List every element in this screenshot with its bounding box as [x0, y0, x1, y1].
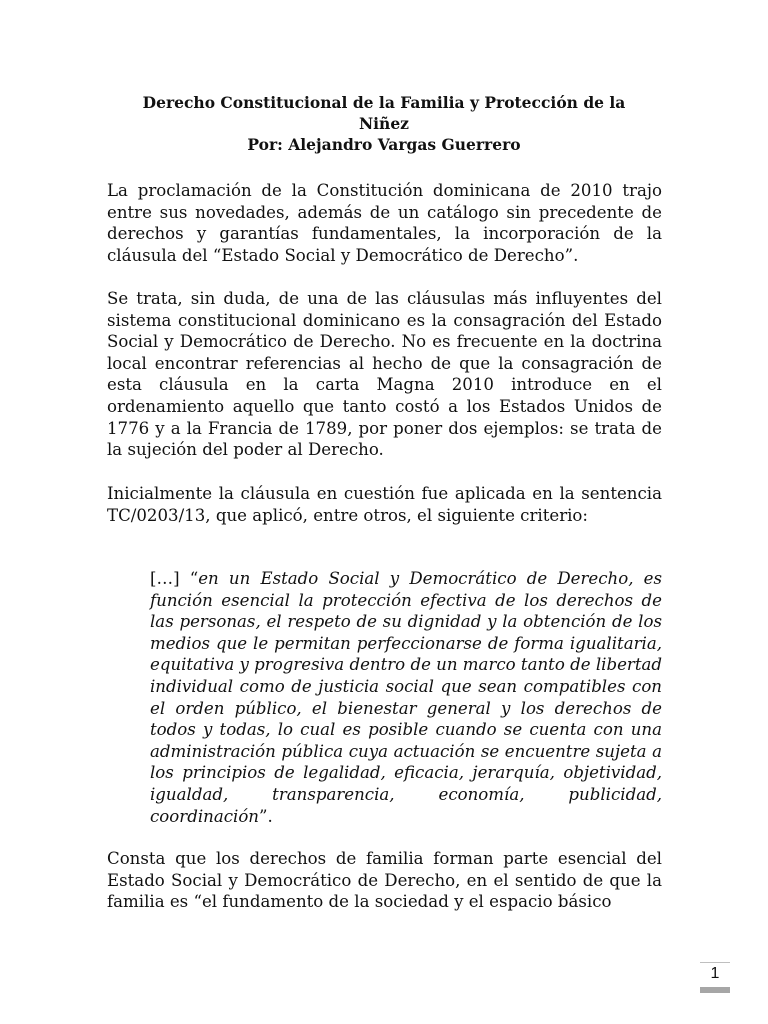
author-byline: Por: Alejandro Vargas Guerrero	[247, 135, 521, 154]
quote-suffix: ”.	[259, 806, 273, 826]
paragraph-sentence-reference: Inicialmente la cláusula en cuestión fue aplicada en la sentencia TC/0203/13, que aplicó, entre otros, el siguiente criterio:	[107, 484, 662, 525]
block-quote	[150, 568, 662, 827]
quote-prefix: […] “	[150, 569, 199, 588]
quote-text: en un Estado Social y Democrático de Derecho, es función esencial la protección efectiva de los derechos de las personas, el respeto de su dignidad y la obtención de los medios que le permitan perfeccionarse de forma igualitaria, equitativa y progresiva dentro de un marco tanto de libertad individual como de justicia social que sean compatibles con el orden público, el bienestar general y los derechos de todos y todas, lo cual es posible cuando se cuenta con una administración pública cuya actuación se encuentre sujeta a los principios de legalidad, eficacia, jerarquía, objetividad, igualdad, transparencia, economía, publicidad, coordinación	[150, 569, 662, 826]
page-number: 1	[710, 965, 720, 982]
paragraph-intro: La proclamación de la Constitución dominicana de 2010 trajo entre sus novedades, además de un catálogo sin precedente de derechos y garantías fundamentales, la incorporación de la cláusula del “Estado Social y Democrático de Derecho”.	[107, 181, 662, 265]
title-line-2: Niñez	[359, 114, 409, 133]
document-title	[108, 92, 660, 155]
paragraph-clause-influence: Se trata, sin duda, de una de las cláusulas más influyentes del sistema constitucional dominicano es la consagración del Estado Social y Democrático de Derecho. No es frecuente en la doctrina local encontrar referencias al hecho de que la consagración de esta cláusula en la carta Magna 2010 introduce en el ordenamiento aquello que tanto costó a los Estados Unidos de 1776 y a la Francia de 1789, por poner dos ejemplos: se trata de la sujeción del poder al Derecho.	[107, 289, 662, 460]
paragraph-family-rights: Consta que los derechos de familia forman parte esencial del Estado Social y Democrático de Derecho, en el sentido de que la familia es “el fundamento de la sociedad y el espacio básico	[107, 849, 662, 912]
page-number-box	[700, 962, 730, 994]
title-line-1: Derecho Constitucional de la Familia y Protección de la	[142, 93, 626, 112]
page-number-bar	[700, 987, 730, 993]
page-number-rule	[700, 962, 730, 963]
